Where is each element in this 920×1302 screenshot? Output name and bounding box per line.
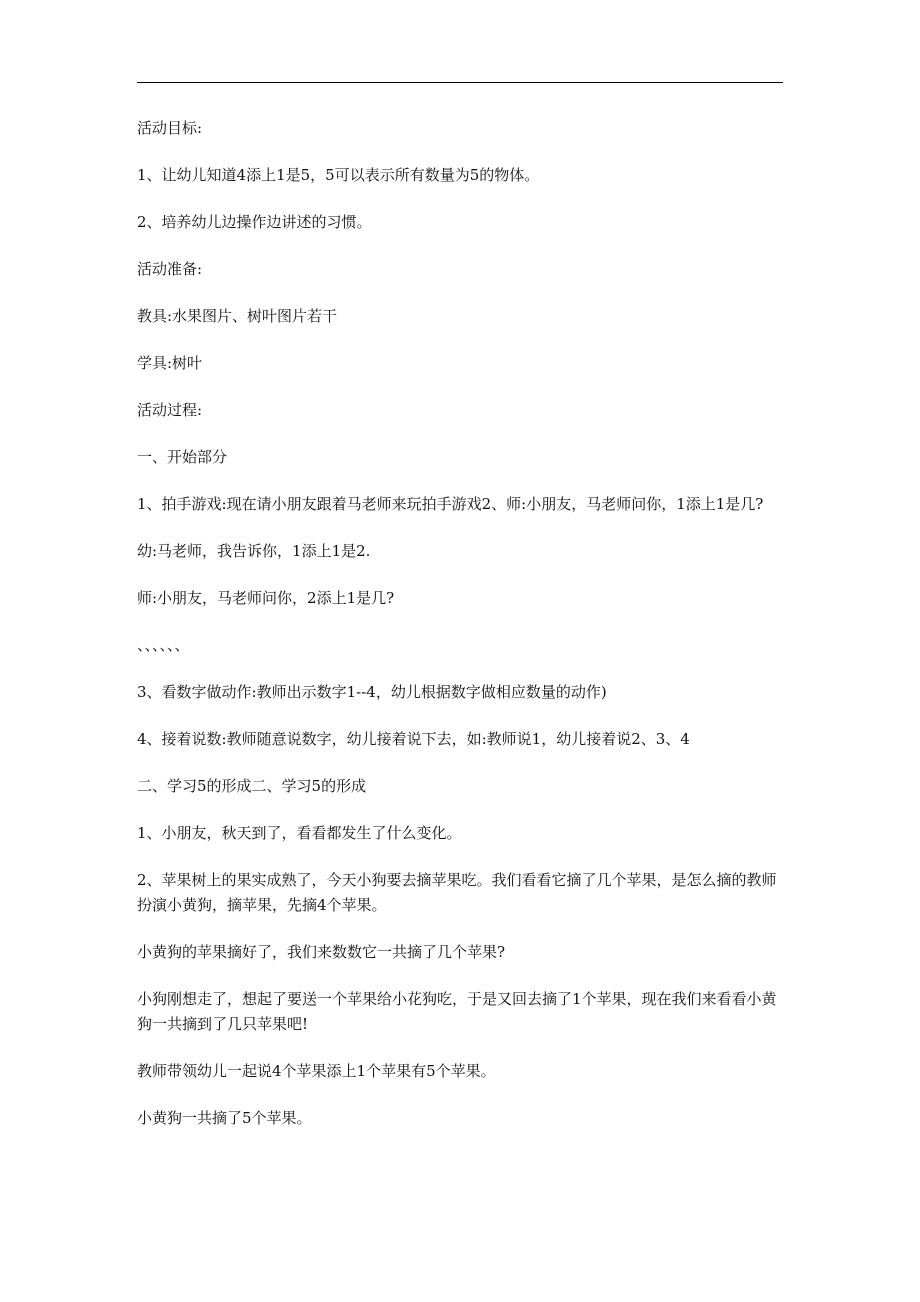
goal-item-2: 2、培养幼儿边操作边讲述的习惯。	[137, 213, 372, 231]
header-rule	[137, 82, 783, 83]
count-apples-prompt: 小黄狗的苹果摘好了，我们来数数它一共摘了几个苹果?	[137, 943, 506, 961]
part-heading-learning-five: 二、学习5的形成二、学习5的形成	[137, 777, 367, 795]
process-step-clapping-game: 1、拍手游戏:现在请小朋友跟着马老师来玩拍手游戏2、师:小朋友，马老师问你，1添上1是几?	[137, 495, 764, 513]
document-body	[137, 116, 785, 1153]
learning-aids: 学具:树叶	[137, 354, 203, 372]
extra-apple-story: 小狗刚想走了，想起了要送一个苹果给小花狗吃，于是又回去摘了1个苹果，现在我们来看看小黄狗一共摘到了几只苹果吧!	[137, 990, 777, 1033]
learning-step-autumn: 1、小朋友，秋天到了，看看都发生了什么变化。	[137, 824, 462, 842]
part-heading-start: 一、开始部分	[137, 448, 228, 466]
apple-total-conclusion: 小黄狗一共摘了5个苹果。	[137, 1109, 312, 1127]
process-step-counting-on: 4、接着说数:教师随意说数字，幼儿接着说下去，如:教师说1，幼儿接着说2、3、4	[137, 730, 690, 748]
teaching-aids: 教具:水果图片、树叶图片若干	[137, 307, 338, 325]
process-step-number-actions: 3、看数字做动作:教师出示数字1--4，幼儿根据数字做相应数量的动作)	[137, 683, 607, 701]
child-reply: 幼:马老师，我告诉你，1添上1是2.	[137, 542, 371, 560]
section-heading-preparation: 活动准备:	[137, 260, 203, 278]
section-heading-goals: 活动目标:	[137, 119, 203, 137]
learning-step-apple-picking: 2、苹果树上的果实成熟了，今天小狗要去摘苹果吃。我们看看它摘了几个苹果，是怎么摘的教师扮演小黄狗，摘苹果，先摘4个苹果。	[137, 871, 777, 914]
section-heading-process: 活动过程:	[137, 401, 203, 419]
ellipsis-marks: 、、、、、、	[137, 636, 190, 654]
teacher-question: 师:小朋友，马老师问你，2添上1是几?	[137, 589, 395, 607]
group-recitation: 教师带领幼儿一起说4个苹果添上1个苹果有5个苹果。	[137, 1062, 496, 1080]
goal-item-1: 1、让幼儿知道4添上1是5，5可以表示所有数量为5的物体。	[137, 166, 540, 184]
